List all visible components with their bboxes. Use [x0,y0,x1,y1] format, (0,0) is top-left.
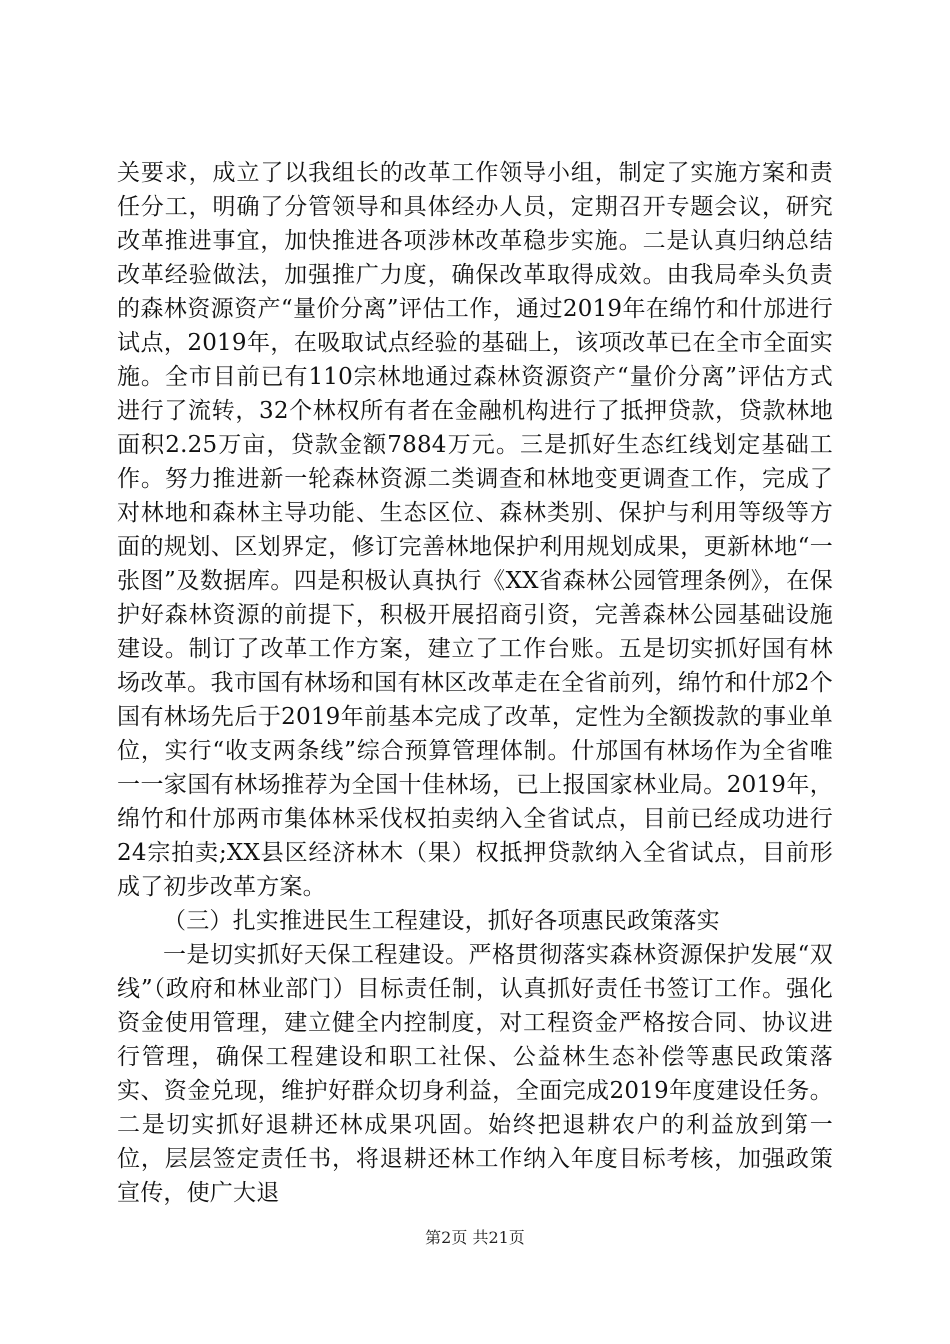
paragraph-continued: 关要求，成立了以我组长的改革工作领导小组，制定了实施方案和责任分工，明确了分管领导和具体经办人员，定期召开专题会议，研究改革推进事宜，加快推进各项涉林改革稳步实施。二是认真归纳总结改革经验做法，加强推广力度，确保改革取得成效。由我局牵头负责的森林资源资产“量价分离”评估工作，通过2019年在绵竹和什邡进行试点，2019年，在吸取试点经验的基础上，该项改革已在全市全面实施。全市目前已有110宗林地通过森林资源资产“量价分离”评估方式进行了流转，32个林权所有者在金融机构进行了抵押贷款，贷款林地面积2.25万亩，贷款金额7884万元。三是抓好生态红线划定基础工作。努力推进新一轮森林资源二类调查和林地变更调查工作，完成了对林地和森林主导功能、生态区位、森林类别、保护与利用等级等方面的规划、区划界定，修订完善林地保护利用规划成果，更新林地“一张图”及数据库。四是积极认真执行《XX省森林公园管理条例》，在保护好森林资源的前提下，积极开展招商引资，完善森林公园基础设施建设。制订了改革工作方案，建立了工作台账。五是切实抓好国有林场改革。我市国有林场和国有林区改革走在全省前列，绵竹和什邡2个国有林场先后于2019年前基本完成了改革，定性为全额拨款的事业单位，实行“收支两条线”综合预算管理体制。什邡国有林场作为全省唯一一家国有林场推荐为全国十佳林场，已上报国家林业局。2019年，绵竹和什邡两市集体林采伐权拍卖纳入全省试点，目前已经成功进行24宗拍卖;XX县区经济林木（果）权抵押贷款纳入全省试点，目前形成了初步改革方案。 [117,160,833,900]
page-footer: 第2页 共21页 [425,1228,525,1247]
section-paragraph: 一是切实抓好天保工程建设。严格贯彻落实森林资源保护发展“双线”（政府和林业部门）目标责任制，认真抓好责任书签订工作。强化资金使用管理，建立健全内控制度，对工程资金严格按合同、协议进行管理，确保工程建设和职工社保、公益林生态补偿等惠民政策落实、资金兑现，维护好群众切身利益，全面完成2019年度建设任务。二是切实抓好退耕还林成果巩固。始终把退耕农户的利益放到第一位，层层签定责任书，将退耕还林工作纳入年度目标考核，加强政策宣传，使广大退 [117,942,833,1206]
document-body [117,156,833,1210]
section-heading: （三）扎实推进民生工程建设，抓好各项惠民政策落实 [163,908,720,934]
